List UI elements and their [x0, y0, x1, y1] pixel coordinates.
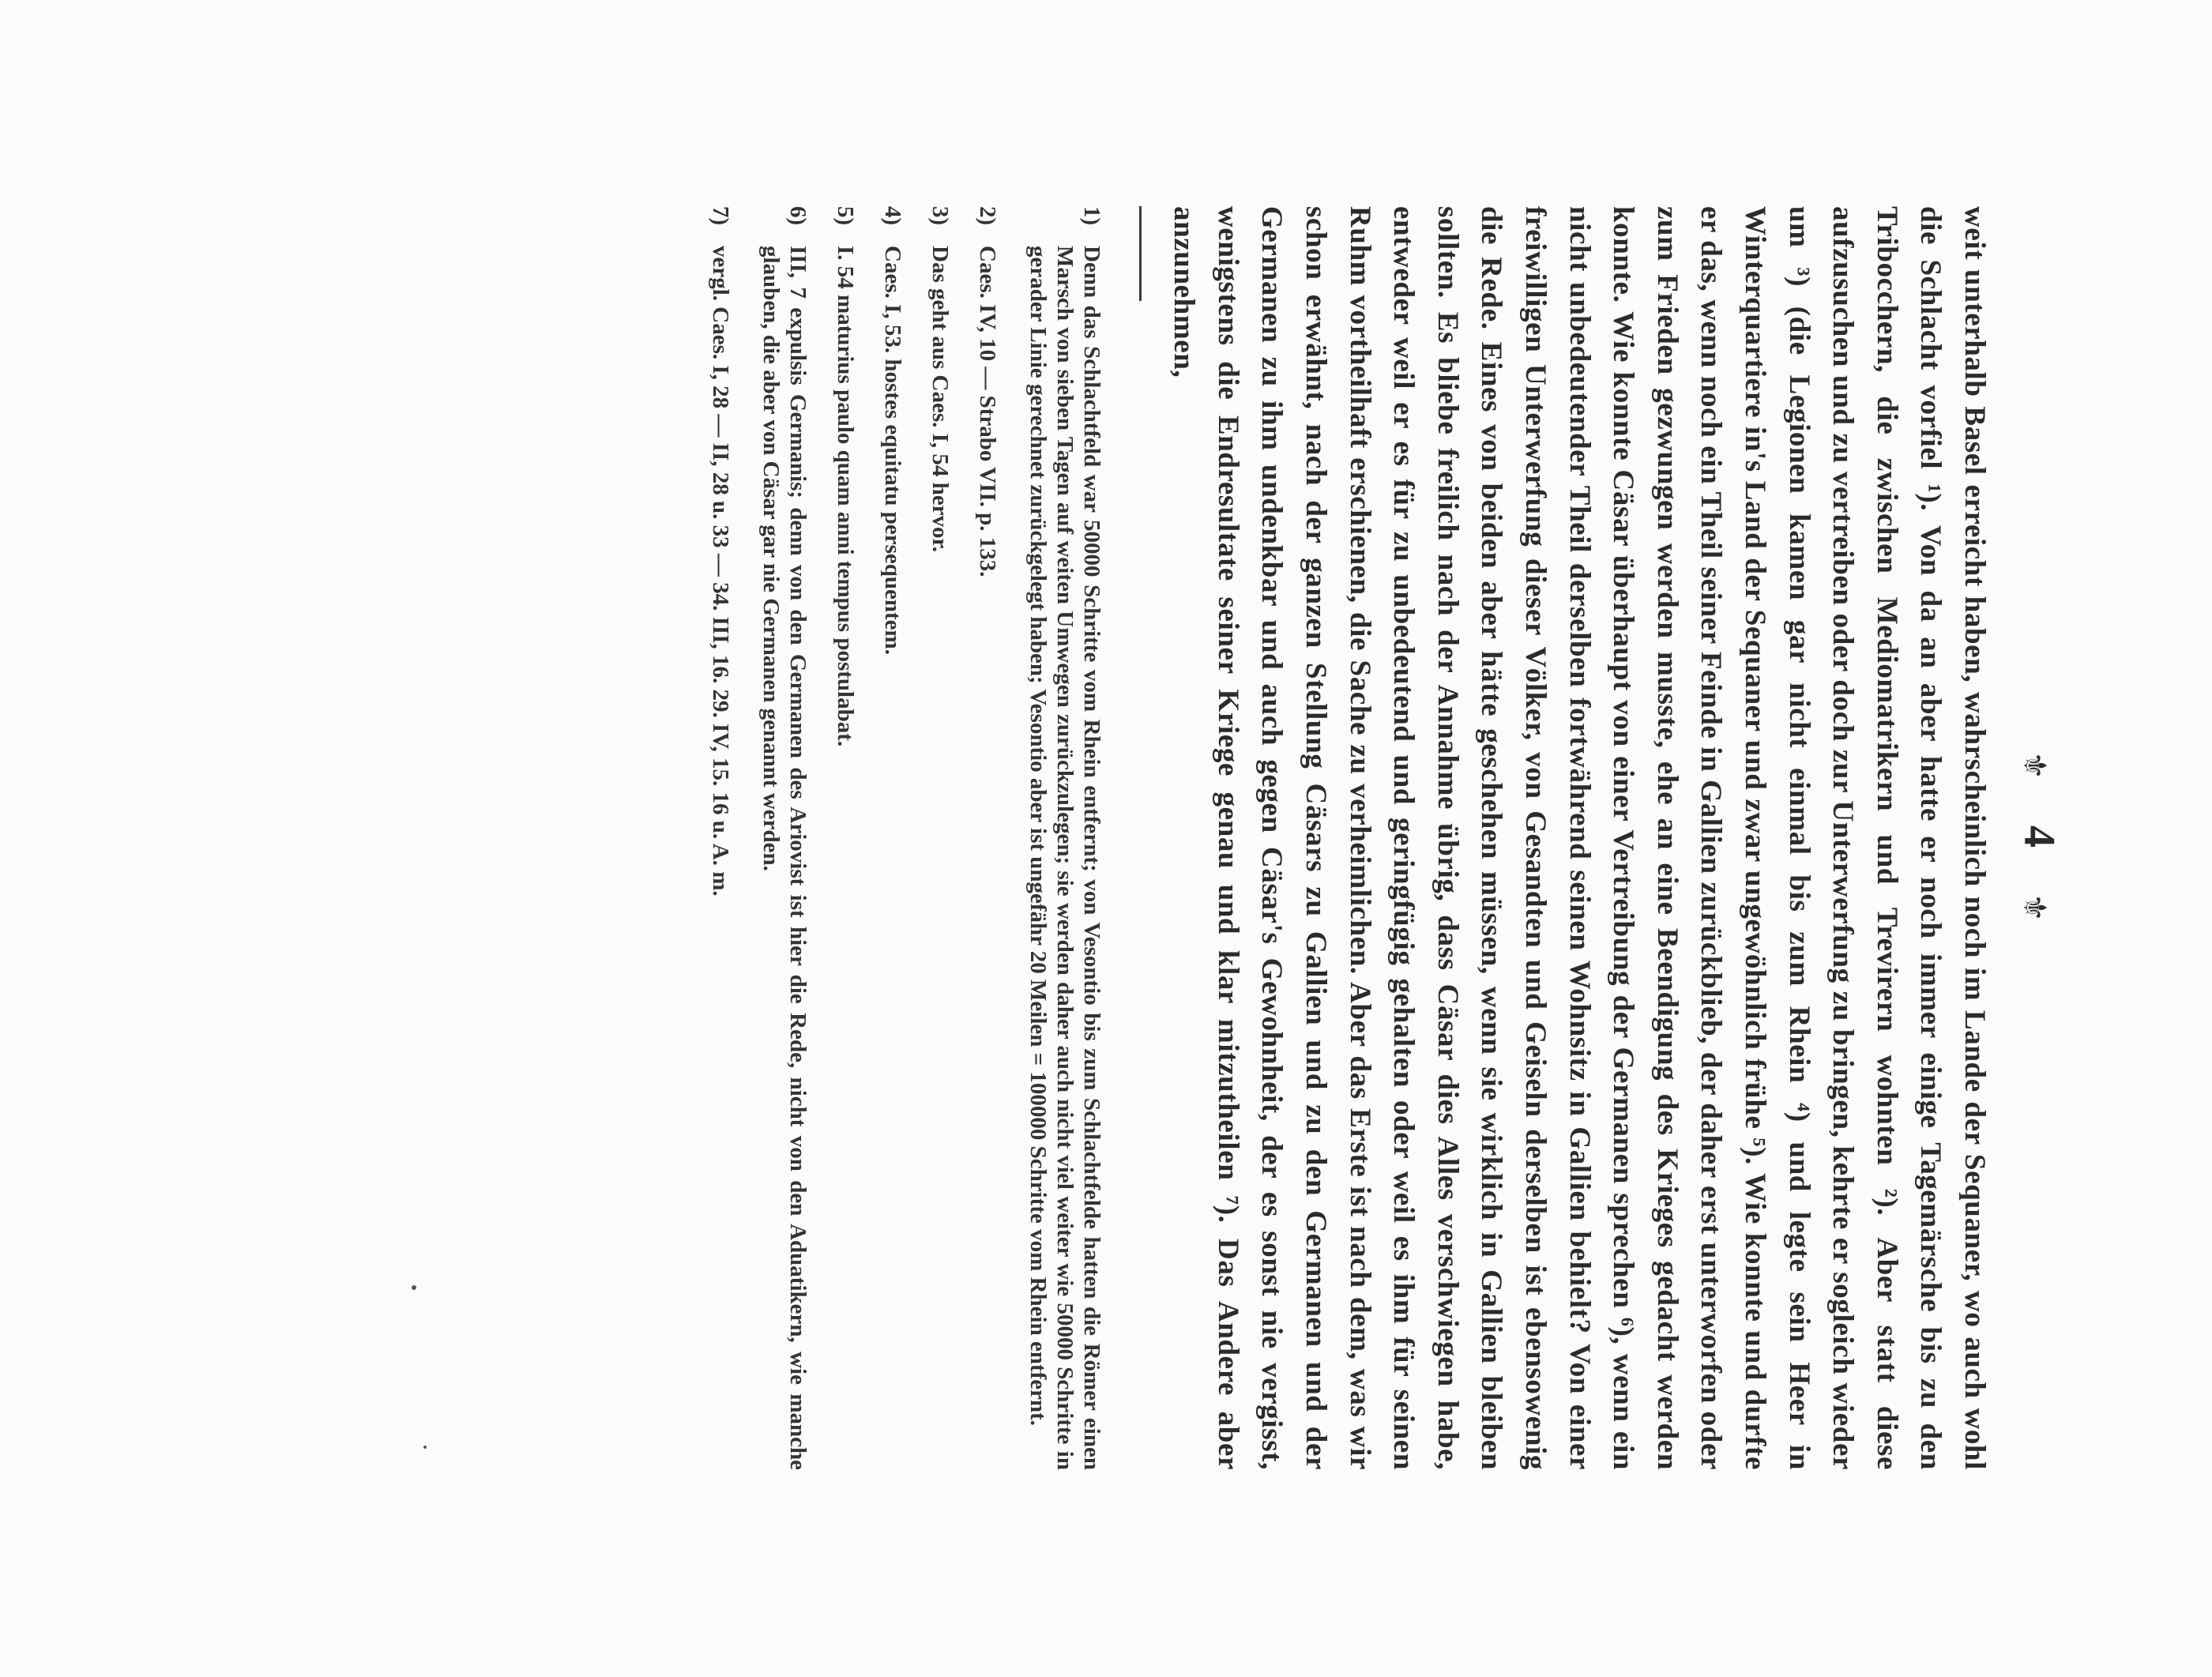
footnote-text: Caes. IV, 10 — Strabo VII. p. 133. [975, 246, 1000, 577]
footnote-6 [758, 206, 811, 1470]
footnote-3 [927, 206, 954, 1470]
footnote-text: III, 7 expulsis Germanis; denn von den Germanen des Ariovist ist hier die Rede, nicht von den Aduatikern, wie manche glauben, die aber von Cäsar gar nie Germanen genannt werden. [758, 246, 811, 1470]
page-header [2014, 88, 2064, 1589]
document-page [184, 88, 2080, 1589]
footnote-text: I. 54 maturius paulo quam anni tempus postulabat. [833, 246, 858, 747]
ornament-right-icon: ⚜ [2017, 893, 2053, 925]
body-paragraph: weit unterhalb Basel erreicht haben, wahrscheinlich noch im Lande der Sequaner, wo auch wohl die Schlacht vorfiel ¹). Von da an aber hatte er noch immer einige Tagemärsche bis zu den Tribocchern, die zwischen Mediomatrikern und Trevirern wohnten ²). Aber statt diese aufzusuchen und zu vertreiben oder doch zur Unterwerfung zu bringen, kehrte er sogleich wieder um ³) (die Legionen kamen gar nicht einmal bis zum Rhein ⁴) und legte sein Heer in Winterquartiere in's Land der Sequaner und zwar ungewöhnlich frühe ⁵). Wie konnte und durfte er das, wenn noch ein Theil seiner Feinde in Gallien zurückblieb, der daher erst unterworfen oder zum Frieden gezwungen werden musste, ehe an eine Beendigung des Krieges gedacht werden konnte. Wie konnte Cäsar überhaupt von einer Vertreibung der Germanen sprechen ⁶), wenn ein nicht unbedeutender Theil derselben fortwährend seinen Wohnsitz in Gallien behielt? Von einer freiwilligen Unterwerfung dieser Völker, von Gesandten und Geiseln derselben ist ebensowenig die Rede. Eines von beiden aber hätte geschehen müssen, wenn sie wirklich in Gallien bleiben sollten. Es bliebe freilich nach der Annahme übrig, dass Cäsar dies Alles verschwiegen habe, entweder weil er es für zu unbedeutend und geringfügig gehalten oder weil es ihm für seinen Ruhm vortheilhaft erschienen, die Sache zu verheimlichen. Aber das Erste ist nach dem, was wir schon erwähnt, nach der ganzen Stellung Cäsars zu Gallien und zu den Germanen und der Germanen zu ihm undenkbar und auch gegen Cäsar's Gewohnheit, der es sonst nie vergisst, wenigstens die Endresultate seiner Kriege genau und klar mitzutheilen ⁷). Das Andere aber anzunehmen, [1168, 206, 1991, 1470]
footnote-2 [974, 206, 1001, 1470]
main-text [1162, 206, 1996, 1470]
footnote-number: 3) [927, 206, 953, 226]
footnote-text: Caes. I, 53. hostes equitatu persequentem. [880, 246, 905, 655]
footnote-text: Das geht aus Caes. I, 54 hervor. [927, 246, 953, 553]
page-number: 4 [2014, 825, 2063, 851]
footnotes [687, 206, 1105, 1470]
footnote-divider [1139, 206, 1142, 301]
footnote-number: 1) [1079, 206, 1104, 226]
footnote-1 [1025, 206, 1105, 1470]
footnote-number: 7) [708, 206, 733, 226]
scan-speck [423, 1446, 427, 1449]
footnote-text: vergl. Caes. I, 28 — II, 28 u. 33 — 34. III, 16. 29. IV, 15. 16 u. A. m. [708, 246, 733, 897]
footnote-number: 5) [833, 206, 858, 226]
footnote-7 [707, 206, 734, 1470]
footnote-number: 6) [785, 206, 811, 226]
footnote-number: 4) [880, 206, 905, 226]
footnote-4 [879, 206, 906, 1470]
footnote-number: 2) [975, 206, 1000, 226]
footnote-text: Denn das Schlachtfeld war 50000 Schritte vom Rhein entfernt; von Vesontio bis zum Schlachtfelde hatten die Römer einen Marsch von sieben Tagen auf weiten Umwegen zurückzulegen; sie werden daher auch nicht viel weiter wie 50000 Schritte in gerader Linie gerechnet zurückgelegt haben; Vesontio aber ist ungefähr 20 Meilen = 100000 Schritte vom Rhein entfernt. [1025, 246, 1104, 1470]
scan-speck [412, 1285, 416, 1290]
ornament-left-icon: ⚜ [2017, 751, 2053, 783]
footnote-5 [832, 206, 859, 1470]
